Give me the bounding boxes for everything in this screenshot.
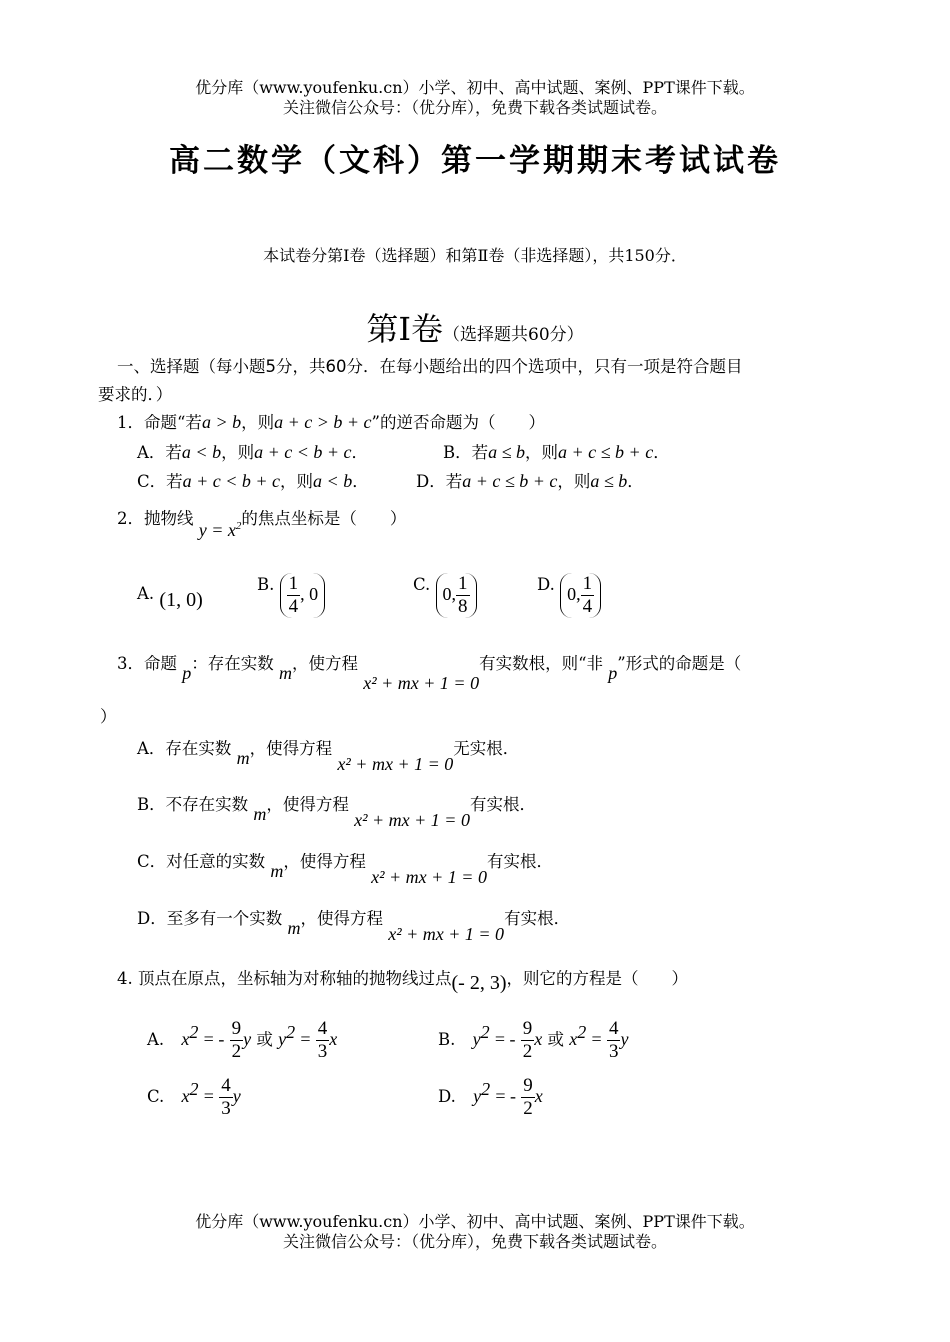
- q3-equation: x² + mx + 1 = 0: [363, 673, 480, 693]
- q3-a-m: m: [236, 748, 250, 768]
- q1-mid: ，则: [241, 413, 275, 432]
- footer-line-1: 优分库（www.youfenku.cn）小学、初中、高中试题、案例、PPT课件下载。: [195, 1212, 755, 1231]
- q2-option-b: [257, 573, 413, 618]
- q2-a-label: A.: [137, 584, 155, 603]
- q2-option-a: [137, 582, 257, 611]
- q1-b-mid: ，则: [525, 443, 559, 462]
- q2-pre: 2．抛物线: [117, 509, 194, 528]
- q1-b-label: B．若: [443, 443, 489, 462]
- section-title: 第Ⅰ卷: [366, 310, 443, 348]
- q1-post: ”的逆否命题为（ ）: [371, 413, 545, 432]
- q1-d-q: a ≤ b: [590, 471, 628, 491]
- q4-point: (- 2, 3): [451, 972, 507, 994]
- q1-b-q: a + c ≤ b + c: [558, 442, 654, 462]
- q3-t4: ”形式的命题是（: [617, 654, 742, 673]
- q3-p-2: p: [608, 663, 618, 683]
- q1-d-mid: ，则: [557, 472, 591, 491]
- q4-pre: 4. 顶点在原点，坐标轴为对称轴的抛物线过点: [117, 969, 452, 988]
- q1-a-mid: ，则: [221, 443, 255, 462]
- q2-c-num: 1: [458, 573, 468, 594]
- section-heading: [0, 304, 950, 350]
- q3-d-m: m: [287, 918, 301, 938]
- exam-intro: 本试卷分第Ⅰ卷（选择题）和第Ⅱ卷（非选择题），共150分．: [263, 246, 687, 265]
- q3-option-d: [137, 906, 571, 944]
- q1-d-p: a + c ≤ b + c: [462, 471, 558, 491]
- q3-option-b: [137, 792, 536, 830]
- q2-post: 的焦点坐标是（ ）: [241, 509, 407, 528]
- q1-c-p: a + c < b + c: [182, 471, 281, 491]
- q3-option-a: [137, 736, 520, 774]
- q4-b-label: B.: [438, 1030, 456, 1049]
- q3-a-label: A．存在实数: [137, 739, 232, 758]
- q1-c-label: C．若: [137, 472, 183, 491]
- q2-d-den: 4: [582, 596, 593, 617]
- q3-d-equation: x² + mx + 1 = 0: [388, 924, 505, 944]
- question-2-stem: [117, 502, 407, 540]
- header-line-2: 关注微信公众号：（优分库），免费下载各类试题试卷。: [282, 98, 667, 117]
- q3-p: p: [182, 663, 192, 683]
- q1-option-a: [137, 440, 368, 465]
- q1-option-b: [443, 440, 670, 465]
- q3-t1: ：存在实数: [191, 654, 274, 673]
- q2-a-value: (1, 0): [159, 589, 203, 611]
- q1-d-end: ．: [627, 472, 644, 491]
- q1-option-c: [137, 469, 369, 494]
- q3-d-mid: ，使得方程: [300, 909, 383, 928]
- q4-c-label: C.: [147, 1087, 165, 1106]
- q3-pre: 3．命题: [117, 654, 177, 673]
- q2-equation: [199, 520, 242, 540]
- q3-close-paren: ）: [100, 707, 117, 726]
- q2-eq-base: y = x: [198, 520, 236, 540]
- q1-a-label: A．若: [137, 443, 182, 462]
- q2-option-c: [413, 573, 537, 618]
- header-line-1: 优分库（www.youfenku.cn）小学、初中、高中试题、案例、PPT课件下载。: [195, 78, 755, 97]
- q2-eq-exp: 2: [235, 520, 242, 532]
- q1-d-label: D．若: [416, 472, 463, 491]
- q2-b-label: B.: [257, 575, 275, 594]
- q3-b-label: B．不存在实数: [137, 795, 249, 814]
- q3-t2: ，使方程: [292, 654, 358, 673]
- q2-d-lead: 0,: [567, 584, 581, 604]
- q3-b-end: 有实根．: [469, 795, 536, 814]
- q3-a-end: 无实根．: [453, 739, 520, 758]
- q2-d-num: 1: [582, 573, 593, 594]
- q4-post: ，则它的方程是（ ）: [506, 969, 688, 988]
- q4-a-or: 或: [256, 1030, 273, 1049]
- q4-a-label: A.: [147, 1030, 165, 1049]
- q4-option-b: B. $y^2$ = - $\frac{9}{2}$ x 或 $x^2$ = $\frac{4}{3}$ y: [438, 1018, 629, 1062]
- q2-c-value: [436, 573, 477, 618]
- q3-d-label: D．至多有一个实数: [137, 909, 283, 928]
- q2-c-lead: 0,: [442, 584, 457, 604]
- q3-m: m: [279, 663, 292, 683]
- question-1-stem: [117, 410, 545, 435]
- q4-b-or: 或: [547, 1030, 565, 1049]
- q3-a-mid: ，使得方程: [249, 739, 333, 758]
- q3-a-equation: x² + mx + 1 = 0: [337, 754, 454, 774]
- footer-line-2: 关注微信公众号：（优分库），免费下载各类试题试卷。: [282, 1232, 667, 1251]
- q3-c-end: 有实根．: [486, 852, 553, 871]
- q1-c-end: ．: [352, 472, 369, 491]
- q3-b-m: m: [253, 804, 267, 824]
- q1-c-q: a < b: [313, 471, 353, 491]
- part-heading-line-2: 要求的．）: [98, 385, 173, 404]
- q2-d-label: D.: [537, 575, 555, 594]
- exam-title: 高二数学（文科）第一学期期末考试试卷: [169, 143, 781, 179]
- q3-b-mid: ，使得方程: [266, 795, 349, 814]
- q2-b-value: [280, 573, 326, 618]
- q3-b-equation: x² + mx + 1 = 0: [354, 810, 470, 830]
- q1-conclusion: a + c > b + c: [274, 412, 372, 432]
- q3-c-equation: x² + mx + 1 = 0: [371, 867, 487, 887]
- q2-b-rest: , 0: [300, 584, 319, 604]
- q3-c-m: m: [270, 861, 284, 881]
- q4-d-label: D.: [438, 1087, 456, 1106]
- q1-c-mid: ，则: [280, 472, 314, 491]
- q1-condition: a > b: [201, 412, 242, 432]
- q2-b-num: 1: [288, 573, 299, 594]
- q2-c-den: 8: [458, 596, 468, 617]
- q4-option-a: A. $x^2$ = - $\frac{9}{2}$ y 或 $y^2$ = $\frac{4}{3}$ x: [147, 1018, 338, 1062]
- q1-option-d: [416, 469, 644, 494]
- question-4-stem: [117, 966, 688, 994]
- q1-a-end: ．: [351, 443, 368, 462]
- part-heading-line-1: 一、选择题（每小题5分，共60分．在每小题给出的四个选项中，只有一项是符合题目: [117, 357, 743, 376]
- q2-options: [137, 573, 601, 618]
- q3-option-c: [137, 849, 553, 887]
- q2-b-den: 4: [288, 596, 299, 617]
- q2-d-value: [560, 573, 601, 618]
- q1-b-p: a ≤ b: [488, 442, 526, 462]
- q1-b-end: ．: [653, 443, 670, 462]
- section-subtitle: （选择题共60分）: [443, 325, 584, 345]
- q2-option-d: [537, 573, 601, 618]
- question-3-stem: [117, 651, 742, 693]
- q3-d-end: 有实根．: [504, 909, 571, 928]
- q1-a-q: a + c < b + c: [254, 442, 352, 462]
- q3-c-label: C．对任意的实数: [137, 852, 266, 871]
- q4-option-c: C. $x^2$ = $\frac{4}{3}$ y: [147, 1075, 241, 1119]
- q1-pre: 1．命题“若: [117, 413, 202, 432]
- q3-t3: 有实数根，则“非: [479, 654, 604, 673]
- q1-a-p: a < b: [181, 442, 222, 462]
- q4-option-d: D. $y^2$ = - $\frac{9}{2}$ x: [438, 1075, 543, 1119]
- q3-c-mid: ，使得方程: [283, 852, 366, 871]
- q2-c-label: C.: [413, 575, 431, 594]
